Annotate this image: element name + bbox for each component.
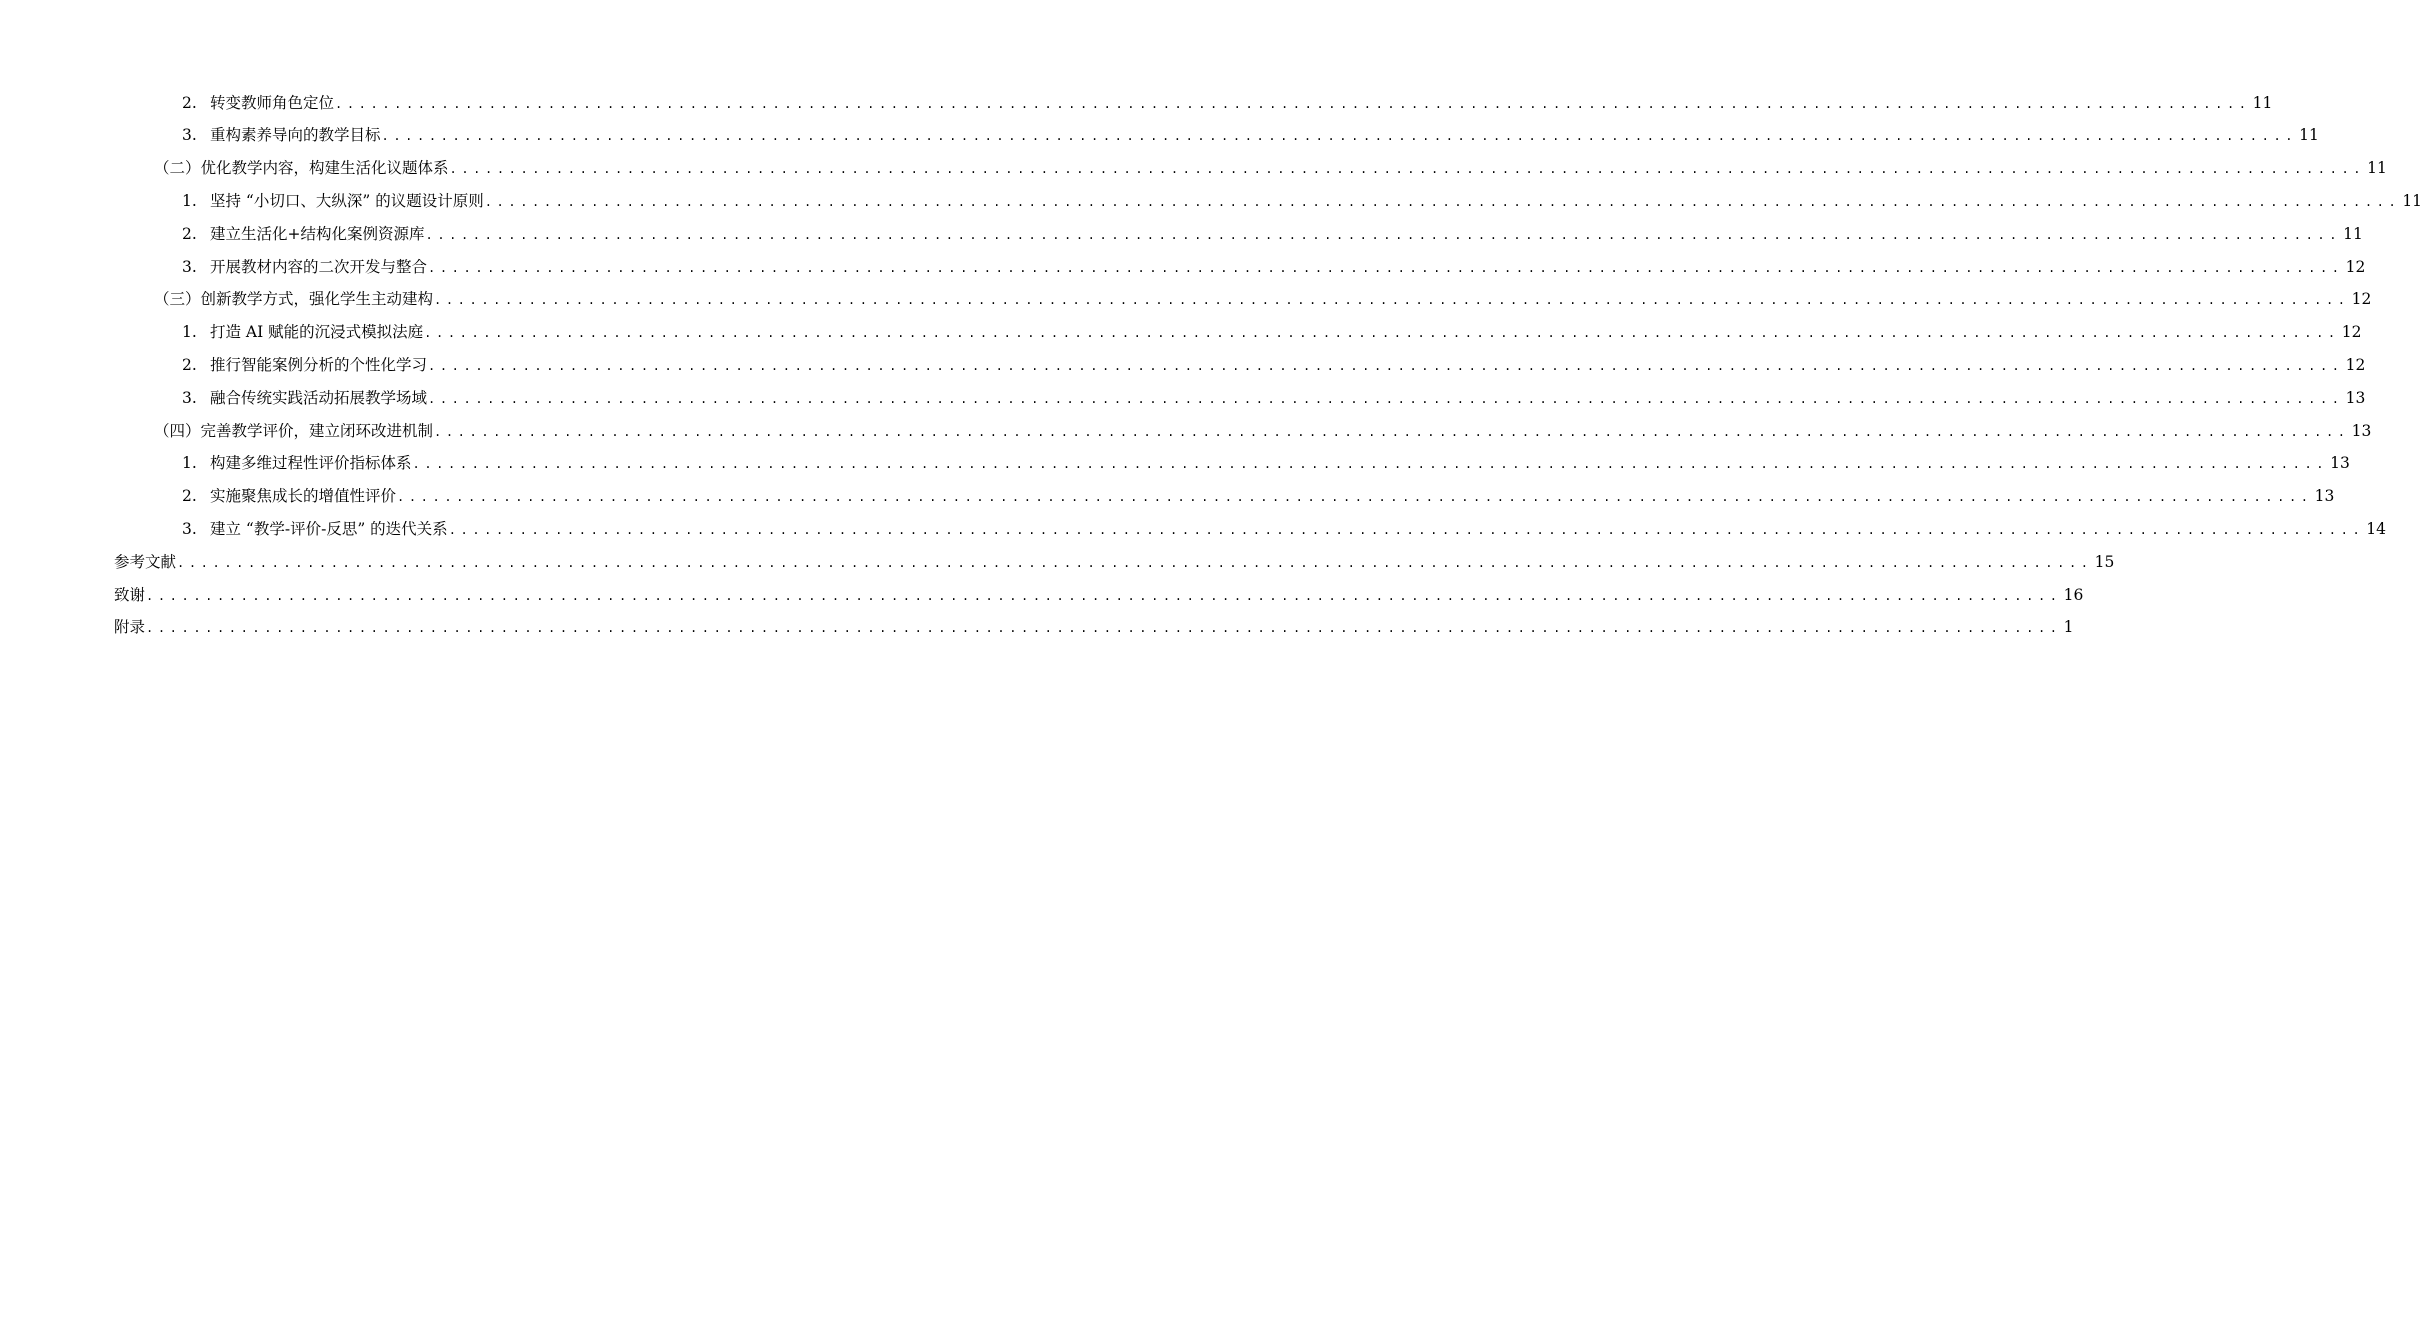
toc-entry-page: 11: [2402, 192, 2422, 211]
toc-entry-title: 构建多维过程性评价指标体系: [210, 454, 412, 473]
toc-entry[interactable]: [0, 513, 2387, 546]
toc-entry-page: 11: [2252, 93, 2273, 112]
toc-entry-title: 建立 “教学-评价-反思” 的迭代关系: [210, 520, 448, 538]
toc-entry-title: 开展教材内容的二次开发与整合: [210, 257, 428, 276]
toc-entry-title: （二）优化教学内容，构建生活化议题体系: [154, 159, 449, 178]
table-of-contents: [0, 87, 2422, 645]
toc-entry[interactable]: [0, 153, 2387, 186]
toc-entry-page: 12: [2351, 290, 2372, 309]
toc-entry[interactable]: [0, 317, 2362, 350]
dot-leader: [485, 196, 2401, 208]
dot-leader: [382, 130, 2298, 142]
toc-entry-page: 13: [2314, 487, 2335, 506]
toc-entry[interactable]: [0, 87, 2273, 120]
dot-leader: [449, 524, 2365, 536]
dot-leader: [177, 557, 2093, 569]
toc-entry-number: 3.: [182, 388, 197, 407]
toc-entry-title: 推行智能案例分析的个性化学习: [210, 356, 428, 375]
toc-entry[interactable]: [0, 448, 2350, 481]
toc-entry-title: 附录: [114, 618, 146, 637]
toc-entry[interactable]: [0, 415, 2372, 448]
toc-entry[interactable]: [0, 185, 2422, 218]
toc-entry-page: 16: [2063, 585, 2084, 604]
toc-entry-page: 11: [2299, 126, 2319, 145]
toc-entry-title: 坚持 “小切口、大纵深” 的议题设计原则: [210, 192, 484, 211]
toc-entry-number: 1.: [182, 454, 197, 473]
toc-entry-title: 打造 AI 赋能的沉浸式模拟法庭: [210, 323, 424, 342]
toc-entry-page: 12: [2341, 323, 2362, 342]
dot-leader: [146, 622, 2062, 634]
toc-entry-page: 13: [2351, 421, 2372, 440]
toc-entry[interactable]: [0, 218, 2363, 251]
toc-entry-title: 参考文献: [114, 552, 177, 571]
dot-leader: [434, 294, 2350, 306]
toc-entry[interactable]: [0, 120, 2319, 153]
toc-entry-title: 转变教师角色定位: [210, 93, 335, 112]
toc-entry-title: （四）完善教学评价，建立闭环改进机制: [154, 421, 434, 440]
toc-entry-number: 2.: [182, 224, 197, 243]
toc-entry-page: 11: [2343, 224, 2363, 243]
dot-leader: [428, 393, 2344, 405]
dot-leader: [428, 360, 2344, 372]
toc-entry-title: （三）创新教学方式，强化学生主动建构: [154, 290, 434, 309]
toc-entry-page: 12: [2345, 257, 2366, 276]
toc-entry[interactable]: [0, 579, 2084, 612]
toc-entry-number: 2.: [182, 487, 197, 506]
toc-entry-page: 11: [2367, 159, 2387, 178]
toc-entry-title: 建立生活化+结构化案例资源库: [210, 224, 425, 243]
toc-entry-number: 3.: [182, 126, 197, 145]
toc-entry-page: 14: [2366, 520, 2387, 538]
toc-entry-title: 融合传统实践活动拓展教学场域: [210, 388, 428, 407]
toc-entry[interactable]: [0, 284, 2372, 317]
toc-entry-title: 致谢: [114, 585, 146, 604]
dot-leader: [397, 491, 2313, 503]
toc-entry-page: 15: [2094, 552, 2115, 571]
toc-entry-page: 1: [2063, 618, 2074, 637]
toc-entry[interactable]: [0, 349, 2366, 382]
toc-entry-number: 2.: [182, 93, 197, 112]
toc-entry-number: 3.: [182, 257, 197, 276]
toc-entry-page: 13: [2345, 388, 2366, 407]
toc-entry[interactable]: [0, 251, 2366, 284]
dot-leader: [335, 98, 2251, 110]
toc-entry[interactable]: [0, 612, 2074, 645]
toc-entry[interactable]: [0, 382, 2366, 415]
dot-leader: [426, 229, 2342, 241]
toc-entry[interactable]: [0, 546, 2115, 579]
toc-entry-page: 12: [2345, 356, 2366, 375]
toc-entry-number: 2.: [182, 356, 197, 375]
dot-leader: [413, 458, 2329, 470]
dot-leader: [434, 426, 2350, 438]
toc-entry-page: 13: [2330, 454, 2350, 473]
dot-leader: [450, 163, 2366, 175]
dot-leader: [146, 590, 2062, 602]
toc-entry-title: 实施聚焦成长的增值性评价: [210, 487, 397, 506]
toc-entry-number: 1.: [182, 323, 197, 342]
toc-entry-number: 3.: [182, 520, 197, 538]
toc-entry[interactable]: [0, 481, 2335, 514]
dot-leader: [428, 262, 2344, 274]
toc-entry-title: 重构素养导向的教学目标: [210, 126, 381, 145]
toc-entry-number: 1.: [182, 192, 197, 211]
dot-leader: [424, 327, 2340, 339]
